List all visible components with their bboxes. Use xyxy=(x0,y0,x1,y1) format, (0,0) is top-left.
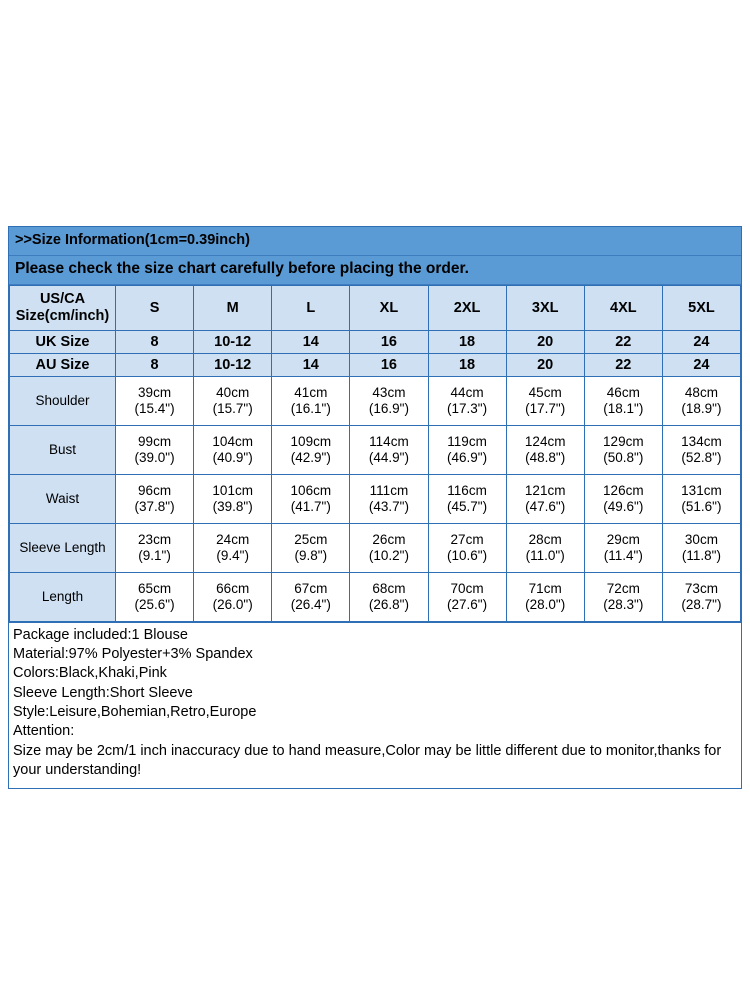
size-chart-container xyxy=(8,226,742,789)
waist-7: 131cm (51.6") xyxy=(662,474,740,523)
uk-size-5: 20 xyxy=(506,330,584,353)
size-header-6: 4XL xyxy=(584,286,662,330)
au-size-4: 18 xyxy=(428,353,506,376)
table-row-uk-size xyxy=(10,330,741,353)
product-notes xyxy=(9,622,741,788)
table-header-row xyxy=(10,286,741,330)
table-row-waist xyxy=(10,474,741,523)
length-3: 68cm (26.8") xyxy=(350,572,428,621)
row-label-length: Length xyxy=(10,572,116,621)
row-label-bust: Bust xyxy=(10,425,116,474)
table-row-sleeve-length xyxy=(10,523,741,572)
row-label-uk-size: UK Size xyxy=(10,330,116,353)
table-row-bust xyxy=(10,425,741,474)
size-header-4: 2XL xyxy=(428,286,506,330)
sleeve-length-5: 28cm (11.0") xyxy=(506,523,584,572)
size-check-banner: Please check the size chart carefully before placing the order. xyxy=(9,256,741,286)
uk-size-3: 16 xyxy=(350,330,428,353)
bust-6: 129cm (50.8") xyxy=(584,425,662,474)
sleeve-length-4: 27cm (10.6") xyxy=(428,523,506,572)
au-size-3: 16 xyxy=(350,353,428,376)
sleeve-length-3: 26cm (10.2") xyxy=(350,523,428,572)
shoulder-5: 45cm (17.7") xyxy=(506,376,584,425)
table-row-shoulder xyxy=(10,376,741,425)
waist-5: 121cm (47.6") xyxy=(506,474,584,523)
au-size-0: 8 xyxy=(116,353,194,376)
size-table xyxy=(9,285,741,621)
length-0: 65cm (25.6") xyxy=(116,572,194,621)
bust-7: 134cm (52.8") xyxy=(662,425,740,474)
size-table-body xyxy=(10,286,741,621)
row-label-waist: Waist xyxy=(10,474,116,523)
au-size-5: 20 xyxy=(506,353,584,376)
length-5: 71cm (28.0") xyxy=(506,572,584,621)
uk-size-6: 22 xyxy=(584,330,662,353)
uk-size-2: 14 xyxy=(272,330,350,353)
waist-6: 126cm (49.6") xyxy=(584,474,662,523)
uk-size-7: 24 xyxy=(662,330,740,353)
size-header-0: S xyxy=(116,286,194,330)
bust-3: 114cm (44.9") xyxy=(350,425,428,474)
shoulder-2: 41cm (16.1") xyxy=(272,376,350,425)
note-attention: Attention: xyxy=(13,723,75,740)
size-header-1: M xyxy=(194,286,272,330)
corner-label: US/CA Size(cm/inch) xyxy=(10,286,116,330)
sleeve-length-0: 23cm (9.1") xyxy=(116,523,194,572)
waist-3: 111cm (43.7") xyxy=(350,474,428,523)
length-2: 67cm (26.4") xyxy=(272,572,350,621)
au-size-1: 10-12 xyxy=(194,353,272,376)
shoulder-3: 43cm (16.9") xyxy=(350,376,428,425)
note-colors: Colors:Black,Khaki,Pink xyxy=(13,665,167,682)
bust-0: 99cm (39.0") xyxy=(116,425,194,474)
waist-0: 96cm (37.8") xyxy=(116,474,194,523)
note-material: Material:97% Polyester+3% Spandex xyxy=(13,646,253,663)
table-row-length xyxy=(10,572,741,621)
note-package: Package included:1 Blouse xyxy=(13,626,188,643)
row-label-shoulder: Shoulder xyxy=(10,376,116,425)
shoulder-0: 39cm (15.4") xyxy=(116,376,194,425)
bust-5: 124cm (48.8") xyxy=(506,425,584,474)
waist-1: 101cm (39.8") xyxy=(194,474,272,523)
au-size-2: 14 xyxy=(272,353,350,376)
sleeve-length-6: 29cm (11.4") xyxy=(584,523,662,572)
length-1: 66cm (26.0") xyxy=(194,572,272,621)
size-header-7: 5XL xyxy=(662,286,740,330)
note-style: Style:Leisure,Bohemian,Retro,Europe xyxy=(13,703,257,720)
size-header-3: XL xyxy=(350,286,428,330)
bust-2: 109cm (42.9") xyxy=(272,425,350,474)
length-6: 72cm (28.3") xyxy=(584,572,662,621)
row-label-sleeve-length: Sleeve Length xyxy=(10,523,116,572)
au-size-7: 24 xyxy=(662,353,740,376)
note-disclaimer: Size may be 2cm/1 inch inaccuracy due to hand measure,Color may be little different due to monitor,thanks for your understanding! xyxy=(13,742,726,778)
bust-1: 104cm (40.9") xyxy=(194,425,272,474)
length-4: 70cm (27.6") xyxy=(428,572,506,621)
note-sleeve-length: Sleeve Length:Short Sleeve xyxy=(13,684,193,701)
waist-4: 116cm (45.7") xyxy=(428,474,506,523)
sleeve-length-2: 25cm (9.8") xyxy=(272,523,350,572)
au-size-6: 22 xyxy=(584,353,662,376)
table-row-au-size xyxy=(10,353,741,376)
size-header-2: L xyxy=(272,286,350,330)
uk-size-4: 18 xyxy=(428,330,506,353)
waist-2: 106cm (41.7") xyxy=(272,474,350,523)
shoulder-6: 46cm (18.1") xyxy=(584,376,662,425)
size-info-banner: >>Size Information(1cm=0.39inch) xyxy=(9,227,741,256)
row-label-au-size: AU Size xyxy=(10,353,116,376)
length-7: 73cm (28.7") xyxy=(662,572,740,621)
uk-size-0: 8 xyxy=(116,330,194,353)
uk-size-1: 10-12 xyxy=(194,330,272,353)
shoulder-4: 44cm (17.3") xyxy=(428,376,506,425)
bust-4: 119cm (46.9") xyxy=(428,425,506,474)
sleeve-length-1: 24cm (9.4") xyxy=(194,523,272,572)
size-header-5: 3XL xyxy=(506,286,584,330)
shoulder-1: 40cm (15.7") xyxy=(194,376,272,425)
sleeve-length-7: 30cm (11.8") xyxy=(662,523,740,572)
shoulder-7: 48cm (18.9") xyxy=(662,376,740,425)
